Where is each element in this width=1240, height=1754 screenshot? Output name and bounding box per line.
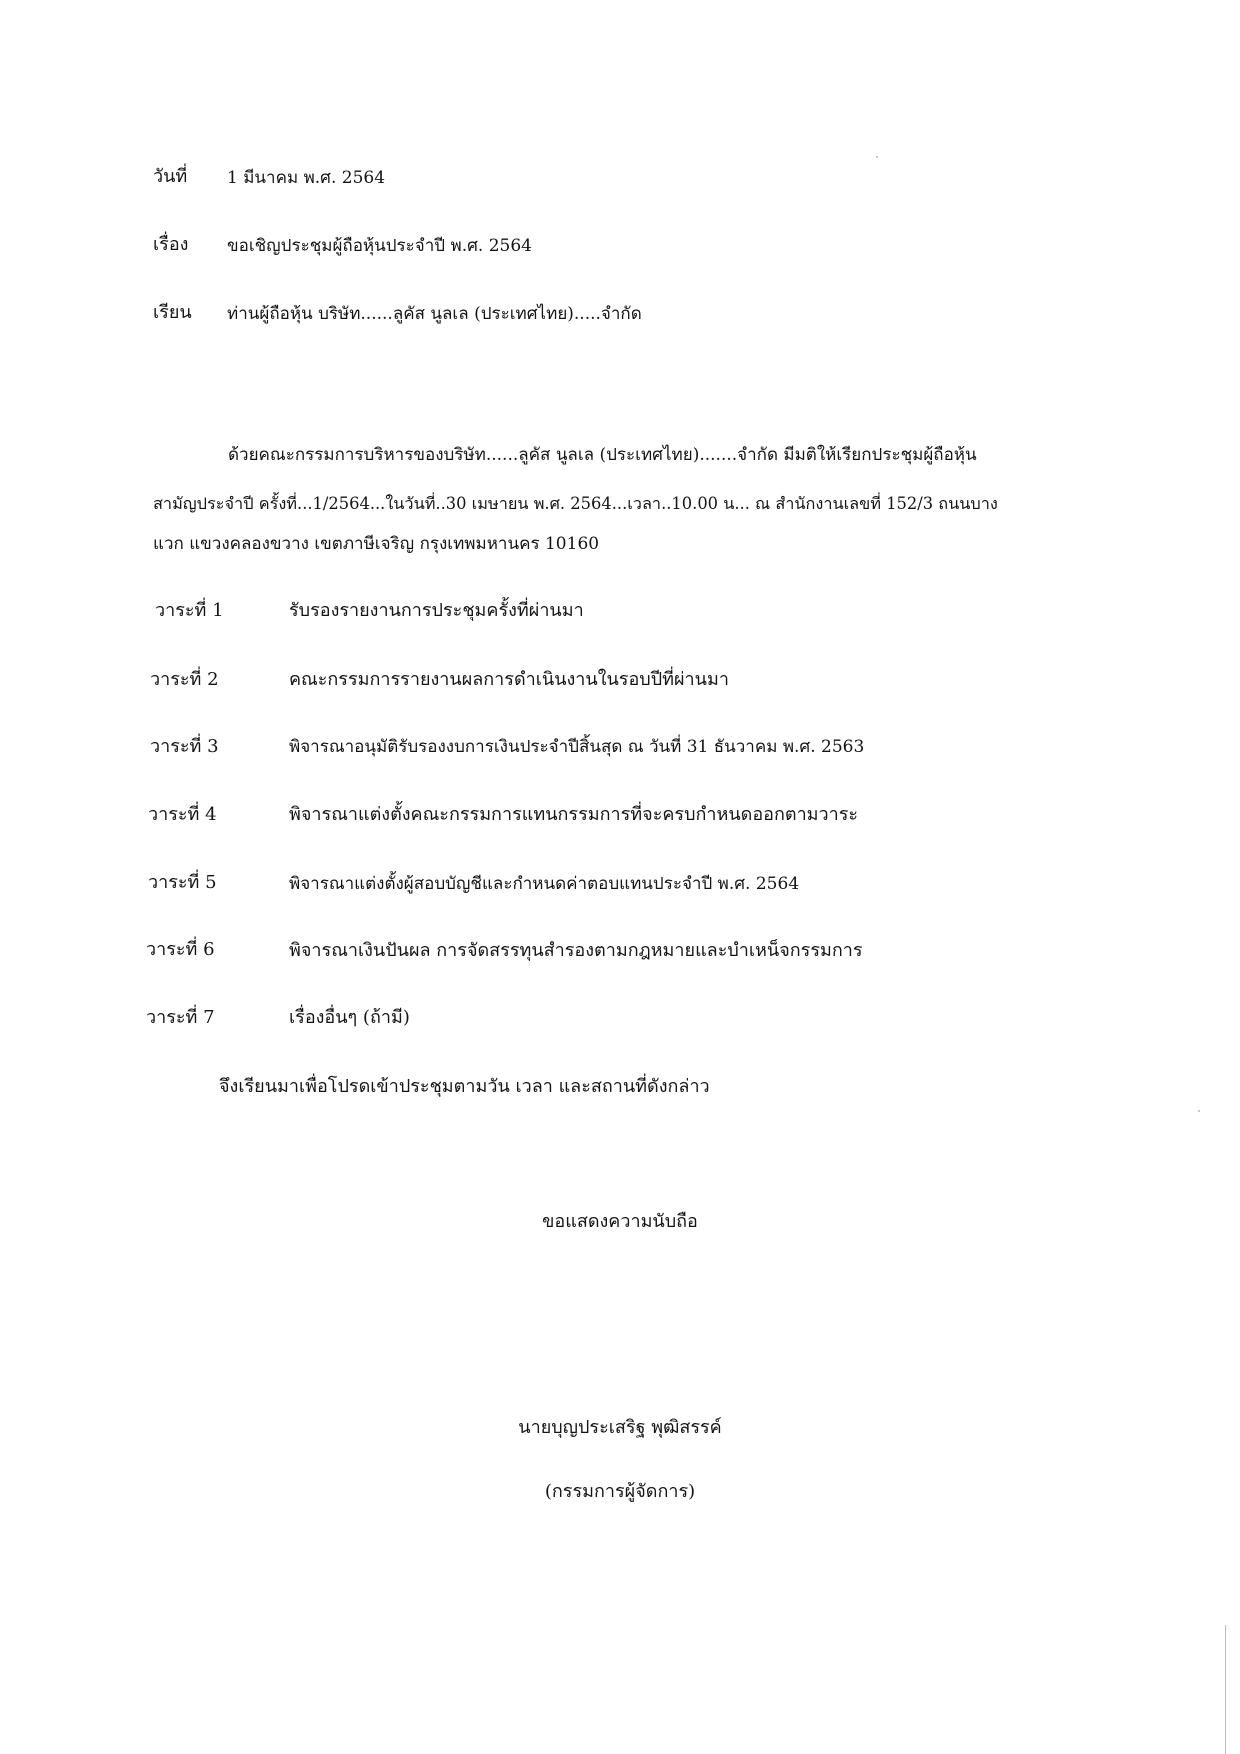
regards: ขอแสดงความนับถือ [542,1211,698,1232]
scan-edge-line [1225,1625,1226,1754]
subject-value: ขอเชิญประชุมผู้ถือหุ้นประจำปี พ.ศ. 2564 [227,236,532,256]
scan-speck [876,156,878,158]
paragraph-line-3: แวก แขวงคลองขวาง เขตภาษีเจริญ กรุงเทพมหานคร 10160 [153,534,600,554]
agenda-label-6: วาระที่ 6 [146,939,215,960]
agenda-label-1: วาระที่ 1 [155,600,224,621]
recipient-value: ท่านผู้ถือหุ้น บริษัท......ลูคัส นูลเล (ประเทศไทย).....จำกัด [227,304,642,324]
agenda-label-2: วาระที่ 2 [150,669,219,690]
agenda-text-2: คณะกรรมการรายงานผลการดำเนินงานในรอบปีที่ผ่านมา [289,669,729,690]
agenda-label-5: วาระที่ 5 [148,872,217,893]
agenda-text-6: พิจารณาเงินปันผล การจัดสรรทุนสำรองตามกฎหมายและบำเหน็จกรรมการ [289,940,863,961]
paragraph-line-2: สามัญประจำปี ครั้งที่...1/2564...ในวันที่..30 เมษายน พ.ศ. 2564...เวลา..10.00 น... ณ สำนักงานเลขที่ 152/3 ถนนบาง [153,494,998,513]
agenda-text-4: พิจารณาแต่งตั้งคณะกรรมการแทนกรรมการที่จะครบกำหนดออกตามวาระ [289,804,859,825]
agenda-text-3: พิจารณาอนุมัติรับรองงบการเงินประจำปีสิ้นสุด ณ วันที่ 31 ธันวาคม พ.ศ. 2563 [289,737,865,757]
subject-label: เรื่อง [153,234,189,255]
agenda-text-1: รับรองรายงานการประชุมครั้งที่ผ่านมา [289,600,584,621]
scan-speck [1198,1110,1200,1112]
signatory-title: (กรรมการผู้จัดการ) [544,1481,696,1502]
agenda-text-7: เรื่องอื่นๆ (ถ้ามี) [289,1007,410,1028]
agenda-label-4: วาระที่ 4 [148,804,217,825]
date-label: วันที่ [153,166,188,187]
agenda-label-3: วาระที่ 3 [150,736,219,757]
agenda-label-7: วาระที่ 7 [146,1007,215,1028]
agenda-text-5: พิจารณาแต่งตั้งผู้สอบบัญชีและกำหนดค่าตอบแทนประจำปี พ.ศ. 2564 [289,874,800,894]
recipient-label: เรียน [153,302,192,323]
closing-line: จึงเรียนมาเพื่อโปรดเข้าประชุมตามวัน เวลา และสถานที่ดังกล่าว [219,1076,710,1097]
date-value: 1 มีนาคม พ.ศ. 2564 [227,168,386,188]
signatory-name: นายบุญประเสริฐ พุฒิสรรค์ [518,1417,722,1438]
paragraph-line-1: ด้วยคณะกรรมการบริหารของบริษัท......ลูคัส นูลเล (ประเทศไทย).......จำกัด มีมติให้เรียกประชุมผู้ถือหุ้น [228,445,977,465]
